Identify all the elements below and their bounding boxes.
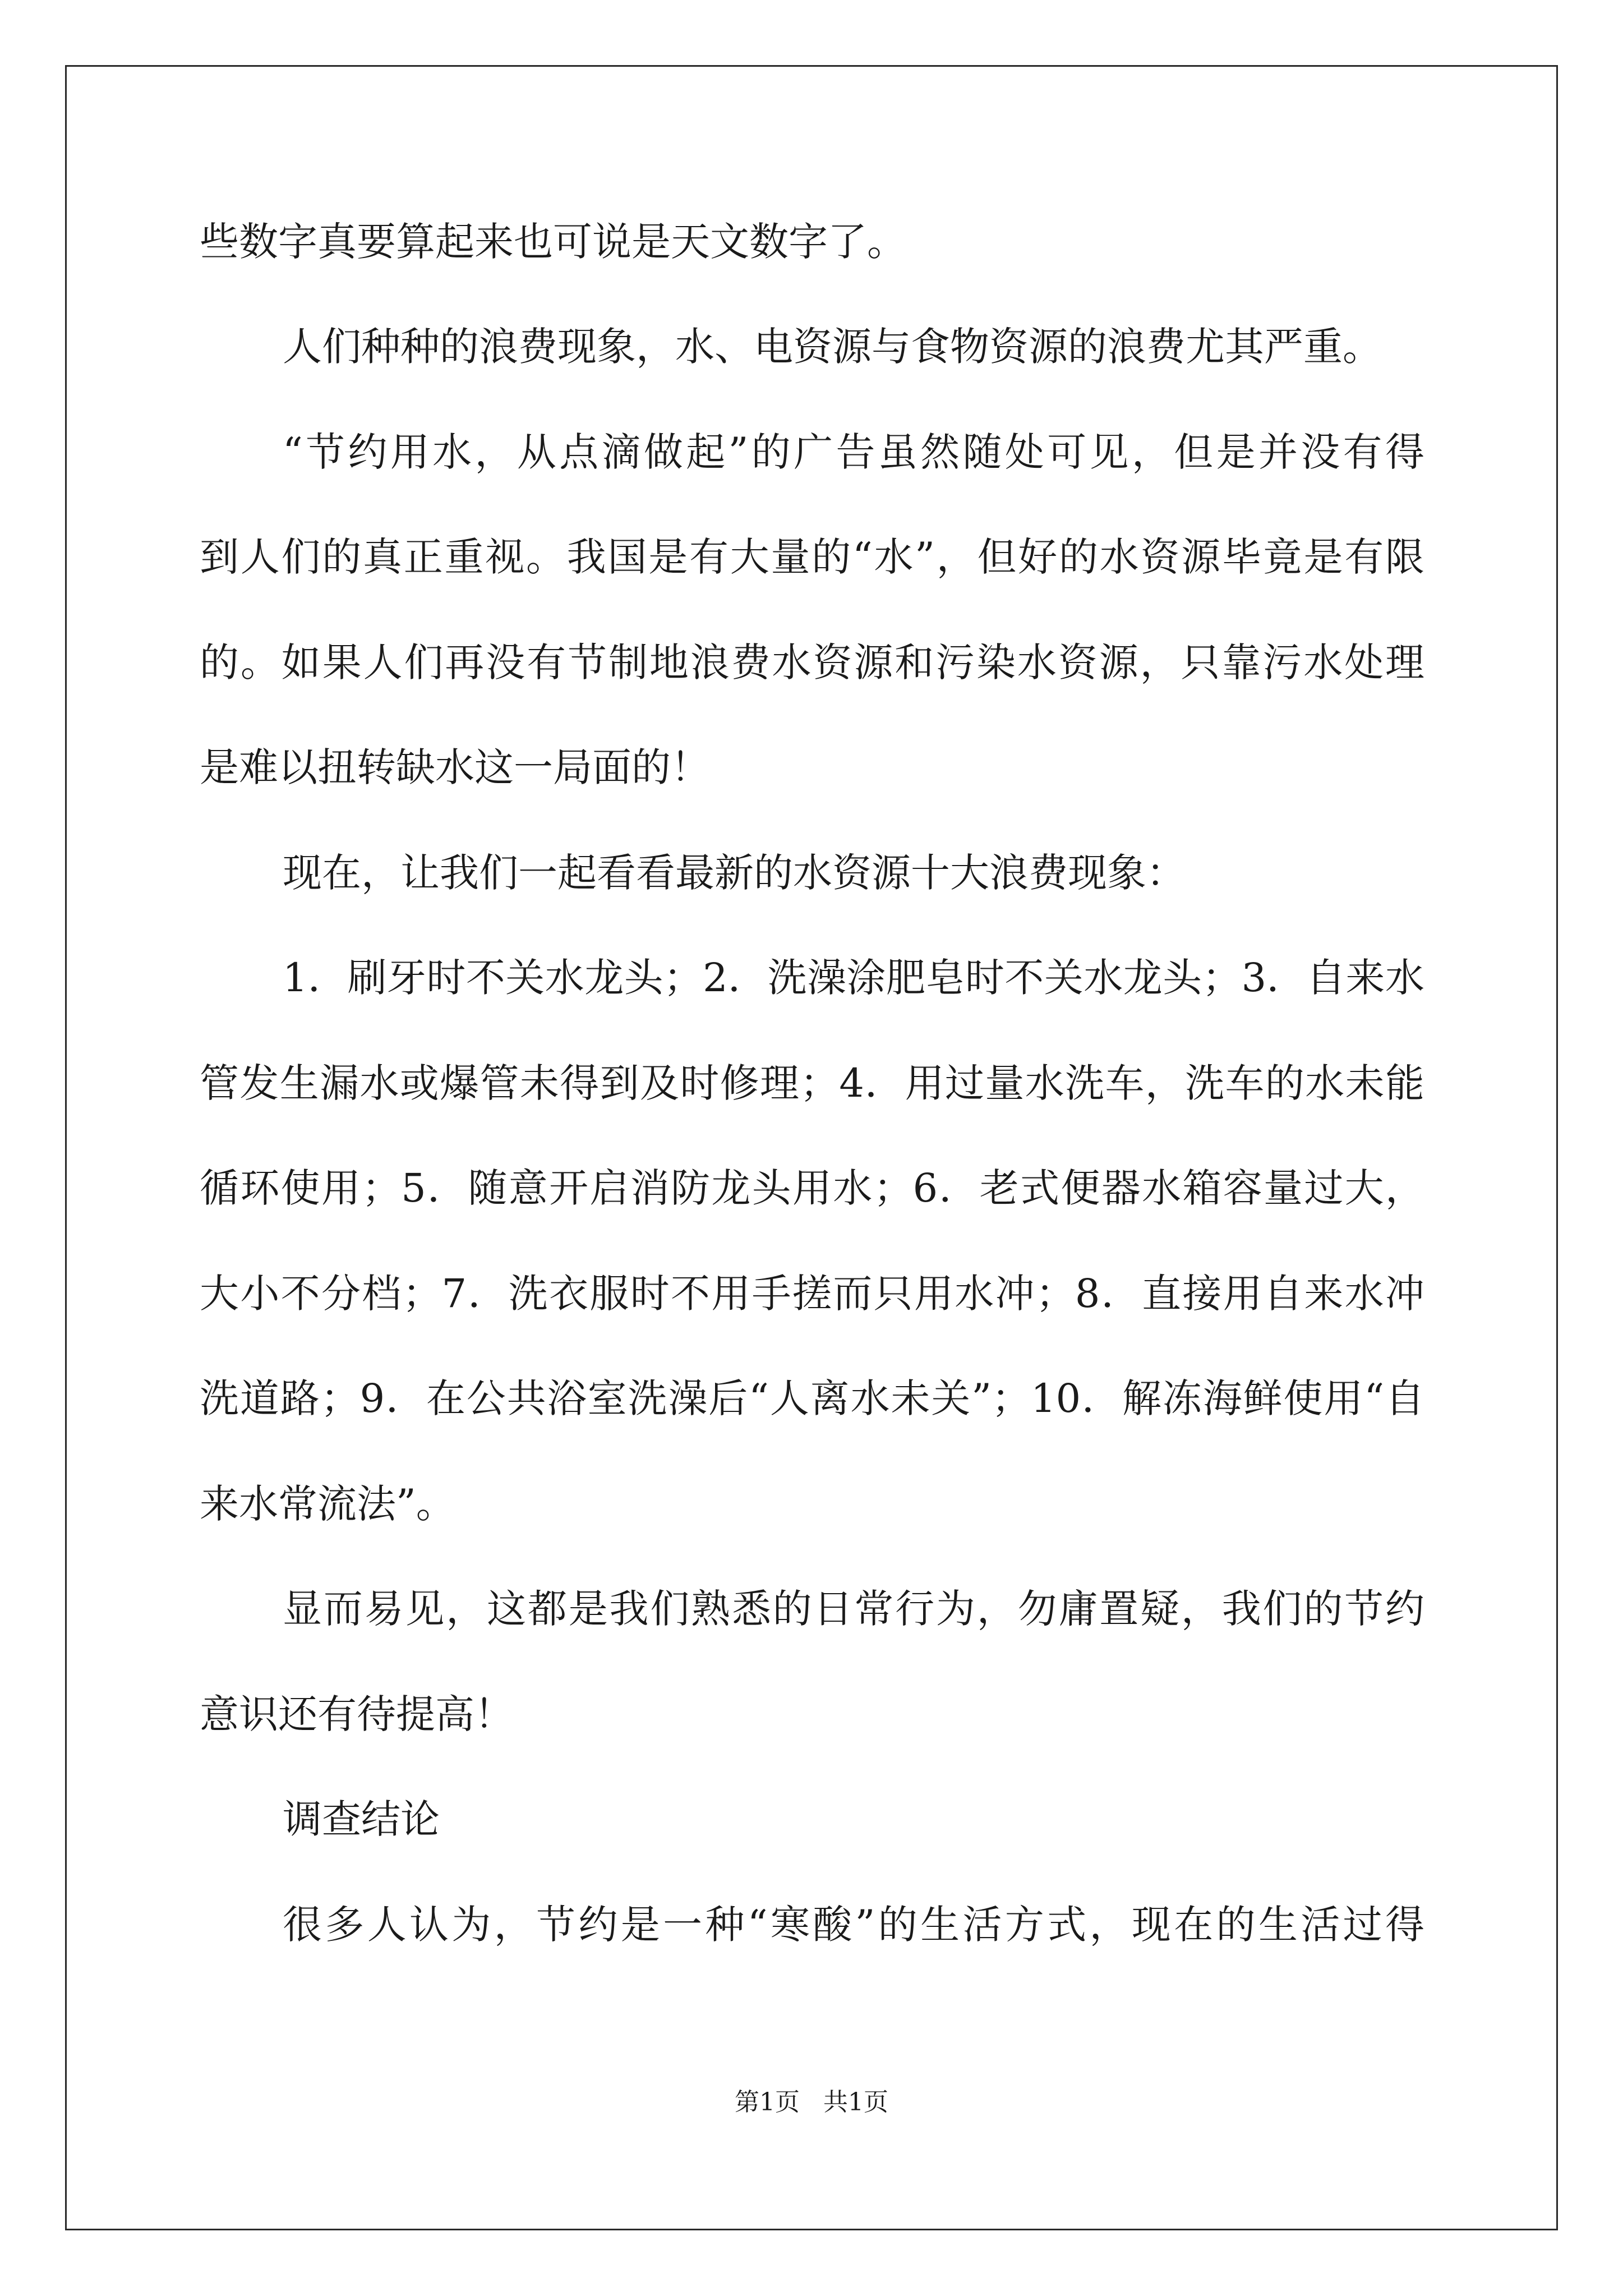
text-line: 是难以扭转缺水这一局面的！	[200, 744, 710, 790]
page-footer: 第1页 共1页	[735, 2088, 888, 2116]
paragraph-first-line: 很多人认为，节约是一种“寒酸”的生活方式，现在的生活过得	[283, 1902, 1424, 1948]
text-line: 管发生漏水或爆管未得到及时修理；4．用过量水洗车，洗车的水未能	[200, 1060, 1424, 1106]
paragraph-first-line: “节约用水，从点滴做起”的广告虽然随处可见，但是并没有得	[283, 429, 1424, 475]
text-line: 的。如果人们再没有节制地浪费水资源和污染水资源，只靠污水处理	[200, 639, 1424, 685]
section-heading: 调查结论	[283, 1796, 440, 1842]
paragraph-first-line: 现在，让我们一起看看最新的水资源十大浪费现象：	[283, 850, 1186, 896]
text-line: 来水常流法”。	[200, 1481, 455, 1527]
text-line: 循环使用；5．随意开启消防龙头用水；6．老式便器水箱容量过大，	[200, 1165, 1424, 1211]
paragraph-first-line: 人们种种的浪费现象，水、电资源与食物资源的浪费尤其严重。	[283, 324, 1382, 370]
text-line: 些数字真要算起来也可说是天文数字了。	[200, 219, 906, 265]
paragraph-first-line: 1．刷牙时不关水龙头；2．洗澡涂肥皂时不关水龙头；3．自来水	[283, 955, 1424, 1001]
text-line: 大小不分档；7．洗衣服时不用手搓而只用水冲；8．直接用自来水冲	[200, 1271, 1424, 1317]
text-line: 意识还有待提高！	[200, 1691, 514, 1737]
paragraph-first-line: 显而易见，这都是我们熟悉的日常行为，勿庸置疑，我们的节约	[283, 1586, 1424, 1632]
text-line: 到人们的真正重视。我国是有大量的“水”，但好的水资源毕竟是有限	[200, 534, 1424, 580]
text-line: 洗道路；9．在公共浴室洗澡后“人离水未关”；10．解冻海鲜使用“自	[200, 1375, 1424, 1421]
